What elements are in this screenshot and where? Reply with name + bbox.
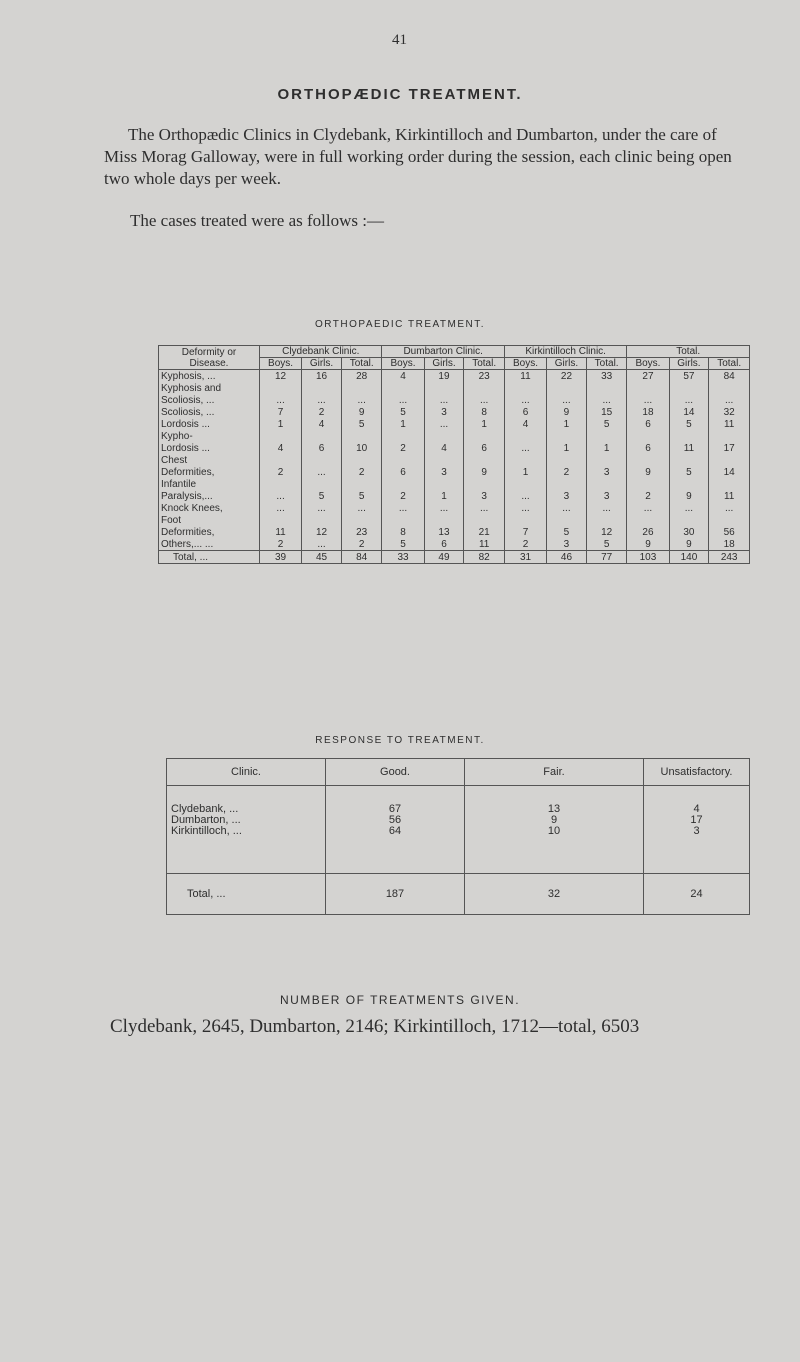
table-cell: 5 <box>341 490 382 502</box>
table-cell <box>627 478 669 490</box>
table-cell: 5 <box>341 418 382 430</box>
table-cell: 9 <box>627 466 669 478</box>
response-total-unsatisfactory: 24 <box>644 874 750 915</box>
table-cell <box>260 514 302 526</box>
table-cell <box>504 382 546 394</box>
table-cell <box>669 454 709 466</box>
table-cell: ... <box>709 394 750 406</box>
table-cell: 19 <box>424 370 464 383</box>
row-label: Chest <box>159 454 260 466</box>
table-cell: 9 <box>464 466 505 478</box>
table-cell: 31 <box>504 551 546 564</box>
row-label: Total, ... <box>159 551 260 564</box>
table-cell <box>382 454 424 466</box>
intro-paragraph: The Orthopædic Clinics in Clydebank, Kirkintilloch and Dumbarton, under the care of Miss Morag Galloway, were in full working order during the session, each clinic being open two whole days per week. <box>104 125 732 188</box>
table-cell: 84 <box>709 370 750 383</box>
table-cell: 26 <box>627 526 669 538</box>
table-cell: ... <box>341 502 382 514</box>
table-cell: ... <box>504 490 546 502</box>
table-cell <box>464 514 505 526</box>
table-cell: 5 <box>302 490 342 502</box>
table-cell <box>627 454 669 466</box>
table-cell: 4 <box>302 418 342 430</box>
table-cell: 84 <box>341 551 382 564</box>
total-row <box>159 551 750 564</box>
table-cell: 33 <box>586 370 627 383</box>
table-cell <box>586 514 627 526</box>
table-cell: 45 <box>302 551 342 564</box>
table-cell: 8 <box>464 406 505 418</box>
table-cell: 2 <box>341 538 382 551</box>
table-cell: 39 <box>260 551 302 564</box>
table-cell <box>709 382 750 394</box>
sub-header: Total. <box>586 358 627 370</box>
table-cell: ... <box>709 502 750 514</box>
table-cell: 11 <box>709 418 750 430</box>
row-label: Knock Knees, <box>159 502 260 514</box>
table-cell: 56 <box>709 526 750 538</box>
table-cell <box>382 430 424 442</box>
sub-header: Total. <box>341 358 382 370</box>
table-cell: 46 <box>547 551 587 564</box>
table-cell: 17 <box>709 442 750 454</box>
table-row <box>159 382 750 394</box>
table-cell: 11 <box>709 490 750 502</box>
clinic-header: Total. <box>627 346 750 358</box>
table-cell: ... <box>504 502 546 514</box>
table-cell: 16 <box>302 370 342 383</box>
table-cell: 6 <box>464 442 505 454</box>
table-cell: ... <box>547 502 587 514</box>
table-cell: 6 <box>302 442 342 454</box>
table-cell <box>709 478 750 490</box>
table-cell <box>302 382 342 394</box>
table-cell: 3 <box>547 538 587 551</box>
table-cell: ... <box>669 394 709 406</box>
table-cell <box>424 382 464 394</box>
response-table <box>166 758 750 915</box>
table-cell <box>260 430 302 442</box>
fair-value: 9 <box>550 814 558 826</box>
table-cell <box>586 454 627 466</box>
table-cell <box>341 478 382 490</box>
table-cell <box>341 514 382 526</box>
table-cell <box>547 514 587 526</box>
table-cell: 82 <box>464 551 505 564</box>
clinic-name: Clydebank, ... <box>171 803 239 815</box>
table-cell: 18 <box>627 406 669 418</box>
row-label: Kyphosis, ... <box>159 370 260 383</box>
fair-values <box>465 786 644 874</box>
fair-value: 10 <box>547 825 561 837</box>
table-cell <box>424 430 464 442</box>
table-cell: 2 <box>341 466 382 478</box>
table-cell <box>627 430 669 442</box>
table-cell <box>709 454 750 466</box>
unsatisfactory-value: 3 <box>693 825 700 837</box>
table-cell <box>547 430 587 442</box>
clinic-header: Kirkintilloch Clinic. <box>504 346 626 358</box>
table-cell: 2 <box>504 538 546 551</box>
table-cell: ... <box>424 394 464 406</box>
table-cell: ... <box>382 394 424 406</box>
table-cell: 10 <box>341 442 382 454</box>
table-cell <box>464 430 505 442</box>
table-cell: 5 <box>669 466 709 478</box>
table-cell: 22 <box>547 370 587 383</box>
sub-header: Girls. <box>547 358 587 370</box>
table-cell: 8 <box>382 526 424 538</box>
table-cell: ... <box>464 394 505 406</box>
table-cell <box>547 478 587 490</box>
table-cell <box>341 382 382 394</box>
table-cell: 9 <box>627 538 669 551</box>
table-cell: 7 <box>504 526 546 538</box>
table-cell: 9 <box>547 406 587 418</box>
good-value: 64 <box>388 825 402 837</box>
table-row <box>159 418 750 430</box>
table-cell: 243 <box>709 551 750 564</box>
table-cell <box>547 382 587 394</box>
table-cell: 6 <box>382 466 424 478</box>
table-cell: ... <box>424 418 464 430</box>
table-cell: 6 <box>627 418 669 430</box>
number-text: Clydebank, 2645, Dumbarton, 2146; Kirkintilloch, 1712—total, 6503 <box>110 1016 640 1037</box>
table-row <box>159 514 750 526</box>
response-total-label: Total, ... <box>167 874 326 915</box>
row-label: Kypho- <box>159 430 260 442</box>
table-cell <box>709 514 750 526</box>
table-cell <box>341 430 382 442</box>
response-header: Fair. <box>465 759 644 786</box>
table-cell: 140 <box>669 551 709 564</box>
table-cell: ... <box>547 394 587 406</box>
unsatisfactory-values <box>644 786 750 874</box>
row-label: Infantile <box>159 478 260 490</box>
table-cell: 2 <box>382 490 424 502</box>
table-cell: 9 <box>341 406 382 418</box>
table-cell: ... <box>302 502 342 514</box>
clinic-name: Dumbarton, ... <box>171 814 241 826</box>
table-cell: 1 <box>547 442 587 454</box>
table-row <box>159 466 750 478</box>
table-cell: 4 <box>260 442 302 454</box>
table-row <box>159 502 750 514</box>
table-cell: ... <box>260 502 302 514</box>
table-cell <box>586 382 627 394</box>
table-cell <box>669 430 709 442</box>
table-cell <box>302 478 342 490</box>
table-cell <box>302 430 342 442</box>
deformity-header: Deformity or Disease. <box>159 346 260 370</box>
row-label: Lordosis ... <box>159 442 260 454</box>
row-label: Scoliosis, ... <box>159 394 260 406</box>
table-cell: 11 <box>260 526 302 538</box>
response-header: Unsatisfactory. <box>644 759 750 786</box>
table-cell: ... <box>627 394 669 406</box>
table-cell <box>302 514 342 526</box>
table-cell: 11 <box>669 442 709 454</box>
table-cell: 1 <box>547 418 587 430</box>
table-cell: 11 <box>504 370 546 383</box>
treatment-table <box>158 345 750 564</box>
response-header: Clinic. <box>167 759 326 786</box>
table-cell: 27 <box>627 370 669 383</box>
table-cell: 33 <box>382 551 424 564</box>
row-label: Kyphosis and <box>159 382 260 394</box>
table-cell <box>341 454 382 466</box>
table-cell <box>586 430 627 442</box>
table-cell: ... <box>586 394 627 406</box>
table-cell: 5 <box>669 418 709 430</box>
table-cell: ... <box>260 394 302 406</box>
table-cell: 2 <box>547 466 587 478</box>
table-cell: 30 <box>669 526 709 538</box>
table-cell: 5 <box>586 538 627 551</box>
unsatisfactory-value: 17 <box>690 814 703 826</box>
table-cell <box>382 478 424 490</box>
table-cell <box>424 454 464 466</box>
table-cell <box>504 430 546 442</box>
table-row <box>159 526 750 538</box>
table-cell <box>504 514 546 526</box>
clinic-name: Kirkintilloch, ... <box>171 825 242 837</box>
table-cell: 23 <box>341 526 382 538</box>
table-cell <box>669 382 709 394</box>
table-cell: 9 <box>669 490 709 502</box>
table-cell: ... <box>669 502 709 514</box>
table-cell: 5 <box>586 418 627 430</box>
table-row <box>159 454 750 466</box>
table-cell: 18 <box>709 538 750 551</box>
response-clinic-names <box>167 786 326 874</box>
page-heading: ORTHOPÆDIC TREATMENT. <box>277 86 523 103</box>
sub-header: Boys. <box>627 358 669 370</box>
table-cell: ... <box>302 466 342 478</box>
table-row <box>159 442 750 454</box>
table-cell: 5 <box>382 406 424 418</box>
table-cell: 5 <box>547 526 587 538</box>
table-cell <box>260 478 302 490</box>
table-cell: ... <box>464 502 505 514</box>
table-cell: 4 <box>504 418 546 430</box>
table-cell <box>464 478 505 490</box>
sub-header: Girls. <box>424 358 464 370</box>
sub-header: Boys. <box>260 358 302 370</box>
table-cell <box>627 382 669 394</box>
table-cell: 7 <box>260 406 302 418</box>
table-cell: 3 <box>424 466 464 478</box>
table-cell: 3 <box>586 490 627 502</box>
clinic-header: Dumbarton Clinic. <box>382 346 504 358</box>
table-cell: ... <box>302 394 342 406</box>
sub-header: Girls. <box>669 358 709 370</box>
number-heading: NUMBER OF TREATMENTS GIVEN. <box>279 993 521 1007</box>
table-cell <box>504 478 546 490</box>
row-label: Foot <box>159 514 260 526</box>
table-cell: 2 <box>260 538 302 551</box>
table-cell: 3 <box>424 406 464 418</box>
response-header: Good. <box>326 759 465 786</box>
table-cell: 32 <box>709 406 750 418</box>
table-cell: 14 <box>669 406 709 418</box>
table-cell: 2 <box>627 490 669 502</box>
table-cell <box>586 478 627 490</box>
row-label: Lordosis ... <box>159 418 260 430</box>
table-cell: 103 <box>627 551 669 564</box>
table-cell: 13 <box>424 526 464 538</box>
table-cell: 5 <box>382 538 424 551</box>
table-cell: 9 <box>669 538 709 551</box>
page-number: 41 <box>392 32 407 48</box>
table-row <box>159 406 750 418</box>
table-cell: ... <box>341 394 382 406</box>
table-cell: 4 <box>382 370 424 383</box>
row-label: Others,... ... <box>159 538 260 551</box>
table-cell: ... <box>586 502 627 514</box>
table-row <box>159 394 750 406</box>
table-cell <box>504 454 546 466</box>
table-cell <box>669 514 709 526</box>
table-cell: 4 <box>424 442 464 454</box>
table-cell: 1 <box>504 466 546 478</box>
response-table-title: RESPONSE TO TREATMENT. <box>315 735 485 746</box>
clinic-header: Clydebank Clinic. <box>260 346 382 358</box>
table-cell <box>547 454 587 466</box>
table-cell: ... <box>627 502 669 514</box>
table-cell: 57 <box>669 370 709 383</box>
row-label: Deformities, <box>159 466 260 478</box>
table-cell <box>382 382 424 394</box>
table-cell <box>424 514 464 526</box>
sub-header: Boys. <box>504 358 546 370</box>
table-cell: 15 <box>586 406 627 418</box>
table-cell: ... <box>424 502 464 514</box>
unsatisfactory-value: 4 <box>693 803 700 815</box>
table-cell: ... <box>260 490 302 502</box>
table-cell <box>627 514 669 526</box>
row-label: Deformities, <box>159 526 260 538</box>
table-cell <box>302 454 342 466</box>
table-cell: 1 <box>586 442 627 454</box>
sub-header: Boys. <box>382 358 424 370</box>
table-cell <box>424 478 464 490</box>
table-cell: 3 <box>586 466 627 478</box>
table-row <box>159 478 750 490</box>
table-cell: 23 <box>464 370 505 383</box>
table-cell <box>464 454 505 466</box>
row-label: Scoliosis, ... <box>159 406 260 418</box>
table-cell: 1 <box>424 490 464 502</box>
table-row <box>159 370 750 383</box>
table-cell: 14 <box>709 466 750 478</box>
table-cell: 6 <box>627 442 669 454</box>
table-cell: 3 <box>547 490 587 502</box>
table-cell: 12 <box>260 370 302 383</box>
good-value: 67 <box>388 803 402 815</box>
good-values <box>326 786 465 874</box>
table-row <box>159 430 750 442</box>
sub-header: Girls. <box>302 358 342 370</box>
table-cell: ... <box>504 394 546 406</box>
sub-header: Total. <box>464 358 505 370</box>
table-cell <box>260 382 302 394</box>
table-cell: 6 <box>504 406 546 418</box>
row-label: Paralysis,... <box>159 490 260 502</box>
table-row <box>159 538 750 551</box>
treatment-table-title: ORTHOPAEDIC TREATMENT. <box>314 319 486 330</box>
table-cell <box>382 514 424 526</box>
response-total-fair: 32 <box>465 874 644 915</box>
table-cell: 2 <box>302 406 342 418</box>
table-cell: 49 <box>424 551 464 564</box>
table-cell: 21 <box>464 526 505 538</box>
table-cell <box>464 382 505 394</box>
table-cell: ... <box>504 442 546 454</box>
table-cell <box>709 430 750 442</box>
table-row <box>159 490 750 502</box>
cases-paragraph: The cases treated were as follows :— <box>130 211 384 230</box>
table-cell: 3 <box>464 490 505 502</box>
table-cell <box>669 478 709 490</box>
table-cell: 12 <box>586 526 627 538</box>
table-cell: 2 <box>382 442 424 454</box>
table-cell: 6 <box>424 538 464 551</box>
table-cell: 1 <box>260 418 302 430</box>
response-total-good: 187 <box>326 874 465 915</box>
table-cell: 1 <box>382 418 424 430</box>
table-cell: 12 <box>302 526 342 538</box>
table-cell: ... <box>302 538 342 551</box>
table-cell: ... <box>382 502 424 514</box>
table-cell: 77 <box>586 551 627 564</box>
good-value: 56 <box>388 814 402 826</box>
table-cell: 2 <box>260 466 302 478</box>
fair-value: 13 <box>547 803 561 815</box>
sub-header: Total. <box>709 358 750 370</box>
table-cell: 28 <box>341 370 382 383</box>
table-cell <box>260 454 302 466</box>
table-cell: 11 <box>464 538 505 551</box>
table-cell: 1 <box>464 418 505 430</box>
